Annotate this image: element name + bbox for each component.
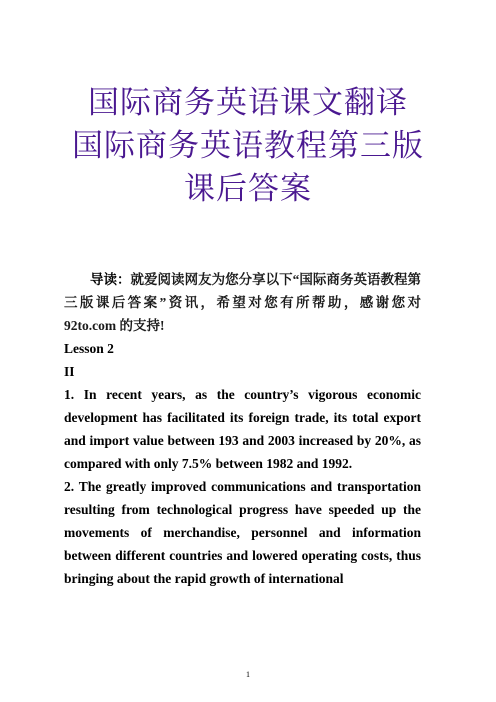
document-body xyxy=(64,268,421,590)
intro-label: 导读： xyxy=(90,272,131,287)
page-number: 1 xyxy=(246,670,250,679)
intro-text: 就爱阅读网友为您分享以下“国际商务英语教程第三版课后答案”资讯，希望对您有所帮助，感谢您对 92to.com 的支持! xyxy=(64,272,421,333)
title-line-1: 国际商务英语课文翻译 xyxy=(88,85,408,121)
title-line-3: 课后答案 xyxy=(184,171,312,207)
intro-paragraph xyxy=(64,268,421,337)
lesson-heading: Lesson 2 xyxy=(64,341,114,356)
document-title xyxy=(0,82,496,211)
paragraph-2: 2. The greatly improved communications and transportation resulting from technological progress have speeded up the movements of merchandise, personnel and information between different countries and lowered operating costs, thus bringing about the rapid growth of international xyxy=(64,479,421,586)
paragraph-1: 1. In recent years, as the country’s vigorous economic development has facilitated its foreign trade, its total export and import value between 193 and 2003 increased by 20%, as compared with only 7.5% between 1982 and 1992. xyxy=(64,387,421,471)
section-heading: II xyxy=(64,364,75,379)
title-line-2: 国际商务英语教程第三版 xyxy=(72,128,424,164)
